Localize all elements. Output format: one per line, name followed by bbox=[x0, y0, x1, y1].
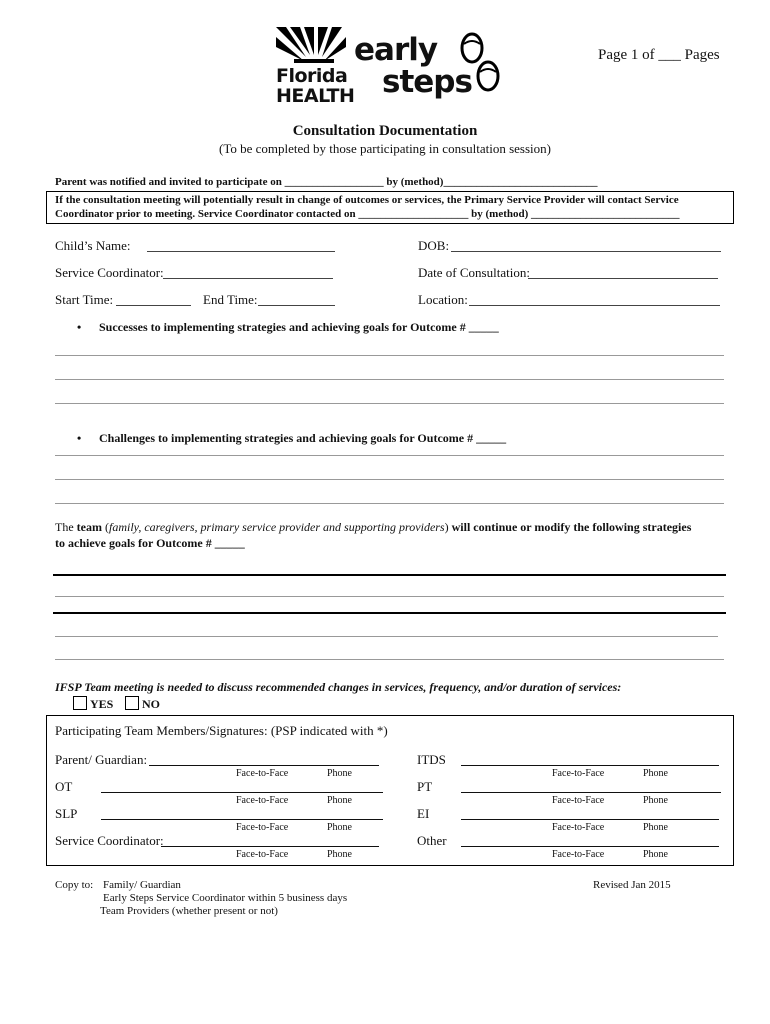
strategy-divider bbox=[53, 574, 726, 576]
team-para-paren-open: ( bbox=[101, 520, 109, 534]
copy-to-label: Copy to: bbox=[55, 879, 94, 891]
role-ei: EI bbox=[417, 806, 430, 821]
date-of-consultation-label: Date of Consultation: bbox=[418, 265, 530, 280]
end-time-label: End Time: bbox=[203, 292, 258, 307]
face-to-face-label: Face-to-Face bbox=[552, 849, 605, 860]
challenges-line[interactable] bbox=[55, 455, 724, 456]
team-para-bold-rest: will continue or modify the following strategies bbox=[451, 520, 692, 534]
face-to-face-label: Face-to-Face bbox=[552, 795, 605, 806]
strategy-line[interactable] bbox=[55, 659, 724, 660]
dob-field[interactable] bbox=[451, 251, 721, 252]
face-to-face-label: Face-to-Face bbox=[552, 822, 605, 833]
childs-name-label: Child’s Name: bbox=[55, 238, 131, 253]
face-to-face-label: Face-to-Face bbox=[236, 768, 289, 779]
childs-name-field[interactable] bbox=[147, 251, 335, 252]
phone-label: Phone bbox=[643, 795, 668, 806]
successes-line[interactable] bbox=[55, 379, 724, 380]
team-para-team: team bbox=[76, 520, 102, 534]
role-itds: ITDS bbox=[417, 752, 446, 767]
notice-box-line2: Coordinator prior to meeting. Service Coordinator contacted on ____________________ by (method) ___________________________ bbox=[55, 208, 680, 220]
start-time-label: Start Time: bbox=[55, 292, 114, 307]
form-title: Consultation Documentation bbox=[292, 123, 478, 139]
start-time-field[interactable] bbox=[116, 305, 191, 306]
strategy-line[interactable] bbox=[55, 636, 718, 637]
dob-label: DOB: bbox=[418, 238, 450, 253]
signature-line[interactable] bbox=[149, 765, 379, 766]
yes-label: YES bbox=[90, 697, 114, 711]
role-service-coordinator: Service Coordinator: bbox=[55, 833, 164, 848]
florida-health-logo bbox=[276, 27, 355, 107]
signature-line[interactable] bbox=[161, 846, 379, 847]
signature-line[interactable] bbox=[461, 819, 719, 820]
bullet-icon: • bbox=[77, 431, 82, 445]
face-to-face-label: Face-to-Face bbox=[236, 795, 289, 806]
role-other: Other bbox=[417, 833, 447, 848]
phone-label: Phone bbox=[643, 822, 668, 833]
form-subtitle: (To be completed by those participating in consultation session) bbox=[219, 141, 551, 156]
team-para-paren-close: ) bbox=[444, 520, 452, 534]
face-to-face-label: Face-to-Face bbox=[236, 822, 289, 833]
signature-line[interactable] bbox=[101, 792, 383, 793]
team-para-line2: to achieve goals for Outcome # _____ bbox=[55, 536, 245, 550]
face-to-face-label: Face-to-Face bbox=[552, 768, 605, 779]
phone-label: Phone bbox=[327, 768, 352, 779]
location-label: Location: bbox=[418, 292, 468, 307]
successes-heading: Successes to implementing strategies and achieving goals for Outcome # _____ bbox=[99, 320, 499, 334]
page-count: Page 1 of ___ Pages bbox=[598, 47, 720, 63]
service-coordinator-label: Service Coordinator: bbox=[55, 265, 164, 280]
parent-notified-line: Parent was notified and invited to participate on __________________ by (method)____________________________ bbox=[55, 176, 598, 188]
yes-option[interactable] bbox=[73, 696, 113, 712]
logo-health-text: HEALTH bbox=[276, 85, 355, 107]
logo-steps-text: steps bbox=[382, 64, 472, 100]
copy-to-line1: Family/ Guardian bbox=[103, 879, 181, 891]
participants-heading: Participating Team Members/Signatures: (PSP indicated with *) bbox=[55, 723, 388, 738]
face-to-face-label: Face-to-Face bbox=[236, 849, 289, 860]
logo-early-text: early bbox=[354, 32, 438, 68]
no-checkbox[interactable] bbox=[125, 696, 139, 710]
team-para-the: The bbox=[55, 520, 74, 534]
no-option[interactable] bbox=[125, 696, 160, 712]
role-ot: OT bbox=[55, 779, 73, 794]
participants-box bbox=[46, 715, 734, 866]
copy-to-line2: Early Steps Service Coordinator within 5 business days bbox=[103, 892, 348, 904]
phone-label: Phone bbox=[643, 849, 668, 860]
ifsp-question: IFSP Team meeting is needed to discuss recommended changes in services, frequency, and/or duration of services: bbox=[55, 680, 622, 694]
team-para-italic: family, caregivers, primary service provider and supporting providers bbox=[108, 520, 445, 534]
role-slp: SLP bbox=[55, 806, 78, 821]
signature-line[interactable] bbox=[461, 792, 721, 793]
copy-to-line3: Team Providers (whether present or not) bbox=[100, 905, 278, 917]
signature-line[interactable] bbox=[101, 819, 383, 820]
service-coordinator-field[interactable] bbox=[163, 278, 333, 279]
phone-label: Phone bbox=[327, 795, 352, 806]
revised-date: Revised Jan 2015 bbox=[593, 879, 671, 891]
strategy-line[interactable] bbox=[55, 596, 724, 597]
successes-line[interactable] bbox=[55, 403, 724, 404]
baby-shoes-icon bbox=[458, 30, 500, 100]
early-steps-logo bbox=[350, 30, 500, 102]
challenges-line[interactable] bbox=[55, 503, 724, 504]
date-of-consultation-field[interactable] bbox=[528, 278, 718, 279]
phone-label: Phone bbox=[327, 822, 352, 833]
bullet-icon: • bbox=[77, 320, 82, 334]
role-parent-guardian: Parent/ Guardian: bbox=[55, 752, 148, 767]
location-field[interactable] bbox=[469, 305, 720, 306]
no-label: NO bbox=[142, 697, 160, 711]
notice-box-line1: If the consultation meeting will potentially result in change of outcomes or services, the Primary Service Provider will contact Service bbox=[55, 194, 679, 206]
end-time-field[interactable] bbox=[258, 305, 335, 306]
team-paragraph bbox=[55, 519, 735, 551]
signature-line[interactable] bbox=[461, 846, 719, 847]
challenges-heading: Challenges to implementing strategies and achieving goals for Outcome # _____ bbox=[99, 431, 507, 445]
signature-line[interactable] bbox=[461, 765, 719, 766]
logo-florida-text: Florida bbox=[276, 65, 348, 87]
challenges-line[interactable] bbox=[55, 479, 724, 480]
phone-label: Phone bbox=[643, 768, 668, 779]
phone-label: Phone bbox=[327, 849, 352, 860]
strategy-divider bbox=[53, 612, 726, 614]
successes-line[interactable] bbox=[55, 355, 724, 356]
yes-checkbox[interactable] bbox=[73, 696, 87, 710]
role-pt: PT bbox=[417, 779, 433, 794]
notice-box bbox=[46, 191, 734, 224]
